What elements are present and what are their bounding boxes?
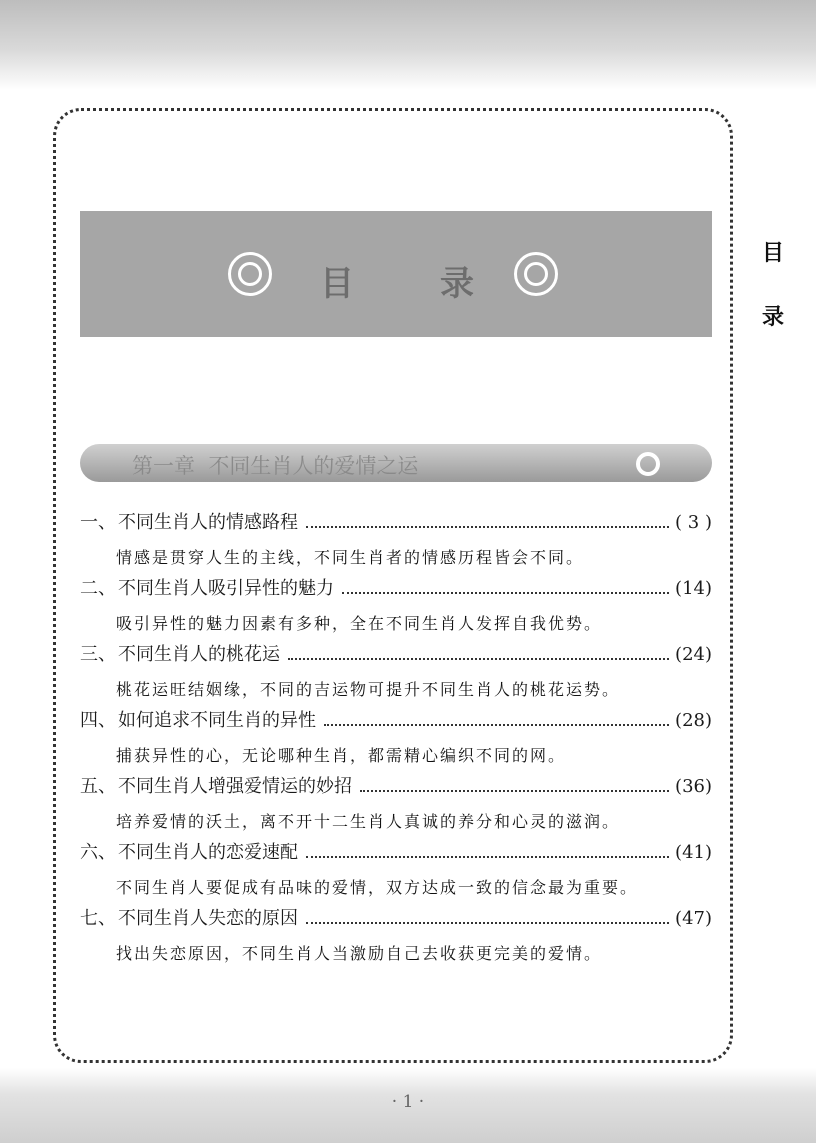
toc-entry[interactable]	[80, 508, 712, 574]
toc-entry-description: 捕获异性的心，无论哪种生肖，都需精心编织不同的网。	[116, 746, 567, 765]
toc-entry-description: 培养爱情的沃土，离不开十二生肖人真诚的养分和心灵的滋润。	[116, 812, 621, 831]
dot-leader	[306, 922, 669, 924]
dot-leader	[324, 724, 669, 726]
toc-entry-title: 不同生肖人的桃花运	[118, 644, 280, 665]
dot-leader	[360, 790, 669, 792]
banner-title-char-2: 录	[440, 264, 474, 304]
toc-entry-page: (36)	[675, 776, 712, 797]
page-number: · 1 ·	[391, 1092, 425, 1112]
toc-entry-title: 不同生肖人失恋的原因	[118, 908, 298, 929]
toc-entry-page: (14)	[675, 578, 712, 599]
toc-entry-description: 不同生肖人要促成有品味的爱情，双方达成一致的信念最为重要。	[116, 878, 639, 897]
contents-banner	[80, 211, 712, 337]
toc-entry-number: 二、	[80, 578, 116, 599]
toc-entry-number: 一、	[80, 512, 116, 533]
toc-entry-page: (24)	[675, 644, 712, 665]
toc-entry[interactable]	[80, 706, 712, 772]
toc-entry-number: 七、	[80, 908, 116, 929]
toc-entry-number: 六、	[80, 842, 116, 863]
toc-entry-description: 情感是贯穿人生的主线，不同生肖者的情感历程皆会不同。	[116, 548, 585, 567]
toc-entry[interactable]	[80, 772, 712, 838]
dot-leader	[342, 592, 669, 594]
toc-entry-page: (28)	[675, 710, 712, 731]
toc-entry[interactable]	[80, 838, 712, 904]
toc-entry-page: ( 3 )	[675, 512, 712, 533]
toc-entry-title: 不同生肖人吸引异性的魅力	[118, 578, 334, 599]
dot-leader	[306, 526, 669, 528]
toc-entry[interactable]	[80, 904, 712, 970]
toc-entry[interactable]	[80, 574, 712, 640]
double-circle-icon	[514, 252, 558, 296]
side-tab-char-1: 目	[762, 241, 785, 266]
chapter-title: 第一章 不同生肖人的爱情之运	[132, 454, 419, 478]
chapter-heading-bar	[80, 444, 712, 482]
toc-entry-number: 四、	[80, 710, 116, 731]
toc-entry-description: 找出失恋原因，不同生肖人当激励自己去收获更完美的爱情。	[116, 944, 603, 963]
toc-entry[interactable]	[80, 640, 712, 706]
double-circle-icon	[228, 252, 272, 296]
toc-entry-page: (47)	[675, 908, 712, 929]
toc-entry-title: 不同生肖人的恋爱速配	[118, 842, 298, 863]
toc-entry-description: 桃花运旺结姻缘，不同的吉运物可提升不同生肖人的桃花运势。	[116, 680, 621, 699]
table-of-contents	[80, 508, 712, 970]
dot-leader	[288, 658, 669, 660]
toc-entry-title: 如何追求不同生肖的异性	[118, 710, 316, 731]
toc-entry-title: 不同生肖人的情感路程	[118, 512, 298, 533]
side-tab-char-2: 录	[762, 305, 785, 330]
circle-icon	[636, 452, 660, 476]
banner-title-char-1: 目	[320, 264, 354, 304]
toc-entry-page: (41)	[675, 842, 712, 863]
toc-entry-description: 吸引异性的魅力因素有多种，全在不同生肖人发挥自我优势。	[116, 614, 603, 633]
top-gradient-band	[0, 0, 816, 90]
toc-entry-title: 不同生肖人增强爱情运的妙招	[118, 776, 352, 797]
dot-leader	[306, 856, 669, 858]
toc-entry-number: 五、	[80, 776, 116, 797]
toc-entry-number: 三、	[80, 644, 116, 665]
